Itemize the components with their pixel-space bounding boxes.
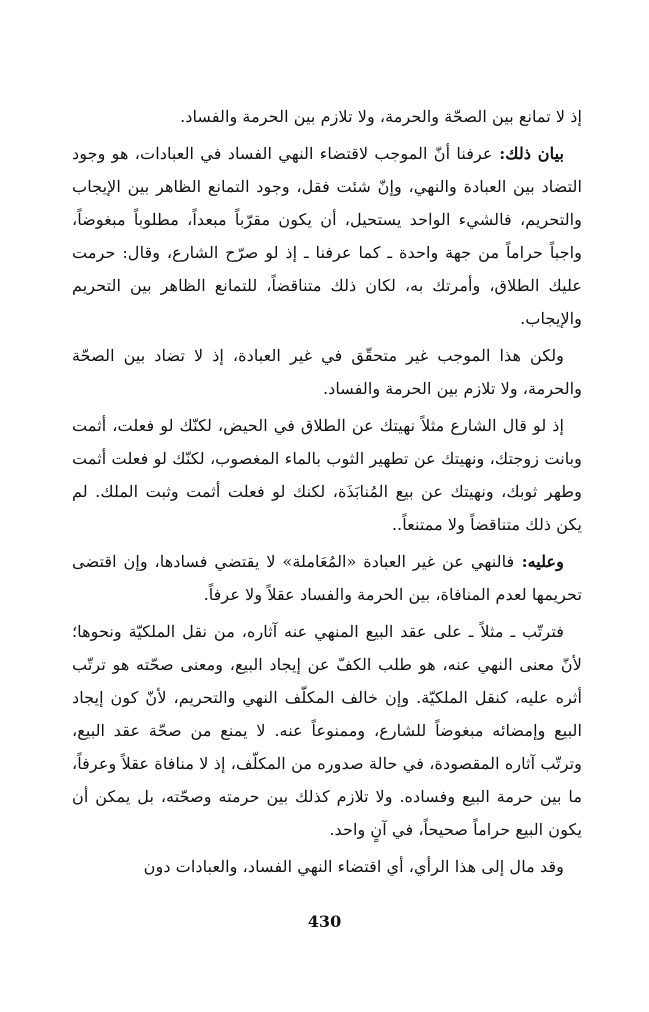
paragraph-4-text: إذ لو قال الشارع مثلاً نهيتك عن الطلاق في الحيض، لكنّك لو فعلت، أثمت وبانت زوجتك، ونهيتك عن تطهير الثوب بالماء المغصوب، لكنّك لو فعلت أثمت وطهر ثوبك، ونهيتك عن بيع المُنابَذَة، لكنك لو فعلت أثمت وثبت الملك. لم يكن ذلك متناقضاً ولا ممتنعاً.. — [72, 416, 582, 534]
paragraph-2 — [72, 137, 582, 335]
paragraph-2-text: عرفنا أنّ الموجب لاقتضاء النهي الفساد في العبادات، هو وجود التضاد بين العبادة والنهي، وإنّ شئت فقل، وجود التمانع الظاهر بين الإيجاب والتحريم، فالشيء الواحد يستحيل، أن يكون مقرّباً مبعداً، مطلوباً مبغوضاً، واجباً حراماً من جهة واحدة ـ كما عرفنا ـ إذ لو صرّح الشارع، وقال: حرمت عليك الطلاق، وأمرتك به، لكان ذلك متناقضاً، للتمانع الظاهر بين التحريم والإيجاب. — [72, 144, 582, 328]
paragraph-1 — [72, 100, 582, 133]
paragraph-6 — [72, 615, 582, 846]
page-body — [72, 100, 582, 887]
paragraph-3-text: ولكن هذا الموجب غير متحقّق في غير العبادة، إذ لا تضاد بين الصحّة والحرمة، ولا تلازم بين الحرمة والفساد. — [72, 346, 582, 398]
paragraph-7-text: وقد مال إلى هذا الرأي، أي اقتضاء النهي الفساد، والعبادات دون — [143, 857, 564, 876]
paragraph-7 — [72, 850, 582, 883]
paragraph-5-text: فالنهي عن غير العبادة «المُعَاملة» لا يقتضي فسادها، وإن اقتضى تحريمها لعدم المنافاة، بين الحرمة والفساد عقلاً ولا عرفاً. — [72, 552, 582, 604]
page-number: 430 — [307, 912, 342, 931]
paragraph-4 — [72, 409, 582, 541]
paragraph-5-lead: وعليه: — [514, 552, 564, 571]
paragraph-3 — [72, 339, 582, 405]
paragraph-5 — [72, 545, 582, 611]
paragraph-6-text: فترتّب ـ مثلاً ـ على عقد البيع المنهي عنه آثاره، من نقل الملكيّة ونحوها؛ لأنّ معنى النهي عنه، هو طلب الكفّ عن إيجاد البيع، ومعنى صحّته هو ترتّب أثره عليه، كنقل الملكيّة. وإن خالف المكلّف النهي والتحريم، لأنّ كون إيجاد البيع وإمضائه مبغوضاً للشارع، وممنوعاً عنه. لا يمنع من صحّة عقد البيع، وترتّب آثاره المقصودة، في حالة صدوره من المكلّف، إذ لا منافاة عقلاً وعرفاً، ما بين حرمة البيع وفساده. ولا تلازم كذلك بين حرمته وصحّته، بل يمكن أن يكون البيع حراماً صحيحاً، في آنٍ واحد. — [72, 622, 582, 839]
paragraph-1-text: إذ لا تمانع بين الصحّة والحرمة، ولا تلازم بين الحرمة والفساد. — [180, 107, 582, 126]
paragraph-2-lead: بيان ذلك: — [492, 144, 564, 163]
